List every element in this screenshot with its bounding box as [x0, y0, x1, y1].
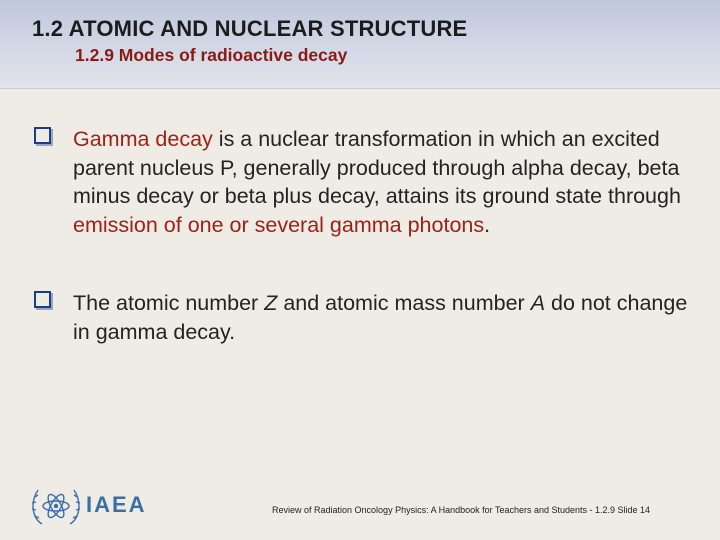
bullet-text-end: .: [484, 212, 491, 237]
checkbox-square-icon: [34, 291, 51, 308]
bullet-text: [73, 125, 693, 239]
highlight-term: Gamma decay: [73, 127, 213, 151]
footer-citation: Review of Radiation Oncology Physics: A Handbook for Teachers and Students - 1.2.9 Slide 14: [272, 505, 651, 515]
slide-header: [0, 0, 720, 89]
bullet-text-end: do not change in gamma decay.: [73, 291, 688, 344]
bullet-text: [73, 289, 693, 346]
page-title: 1.2 ATOMIC AND NUCLEAR STRUCTURE: [32, 16, 468, 41]
highlight-phrase: emission of one or several gamma photons: [73, 212, 485, 237]
bullet-text-body: is a nuclear transformation in which an excited parent nucleus P, generally produced through alpha decay, beta minus decay or beta plus decay, attains its ground state through: [73, 127, 681, 209]
checkbox-square-icon: [34, 127, 51, 144]
bullet-text-start: The atomic number: [73, 291, 265, 315]
iaea-logo-text: IAEA: [86, 492, 147, 517]
section-subtitle: 1.2.9 Modes of radioactive decay: [75, 45, 348, 65]
bullet-text-middle: and atomic mass number: [277, 291, 531, 315]
symbol-z: Z: [264, 291, 278, 315]
symbol-a: A: [530, 291, 546, 315]
